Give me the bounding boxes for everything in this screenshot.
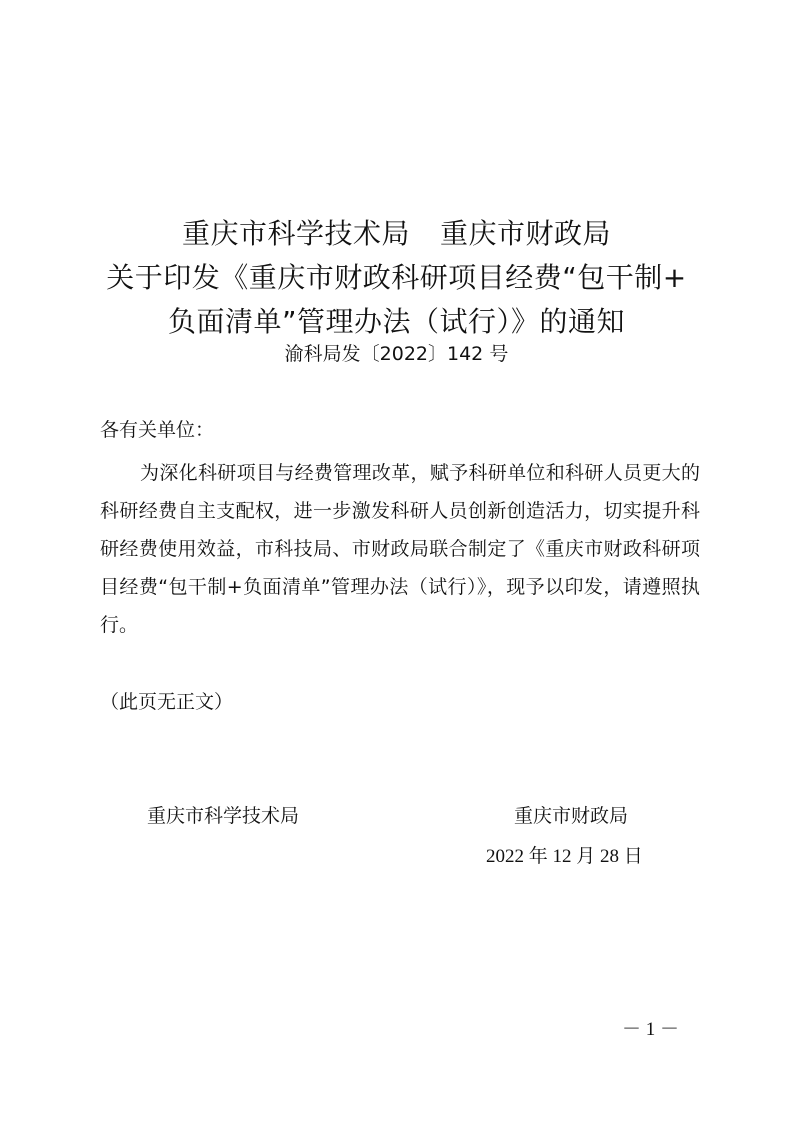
document-title — [0, 212, 793, 344]
body-paragraph: 为深化科研项目与经费管理改革，赋予科研单位和科研人员更大的科研经费自主支配权，进一步激发科研人员创新创造活力，切实提升科研经费使用效益，市科技局、市财政局联合制定了《重庆市财政科研项目经费“包干制+负面清单”管理办法（试行）》，现予以印发，请遵照执行。 — [100, 462, 700, 636]
body-text — [100, 454, 700, 644]
title-issuers-line — [0, 212, 793, 256]
title-issuer-2: 重庆市财政局 — [440, 217, 612, 250]
title-line-2: 关于印发《重庆市财政科研项目经费“包干制+ — [106, 261, 687, 294]
signature-left-org: 重庆市科学技术局 — [147, 805, 300, 827]
page-number: － 1 － — [622, 1019, 680, 1040]
signature-right-org: 重庆市财政局 — [514, 805, 629, 827]
signature-date: 2022 年 12 月 28 日 — [486, 846, 643, 867]
no-text-note: （此页无正文） — [100, 691, 234, 713]
title-issuer-1: 重庆市科学技术局 — [181, 217, 410, 250]
title-line-3: 负面清单”管理办法（试行）》的通知 — [167, 305, 625, 338]
salutation: 各有关单位： — [100, 419, 215, 441]
document-number: 渝科局发〔2022〕142 号 — [284, 343, 509, 365]
